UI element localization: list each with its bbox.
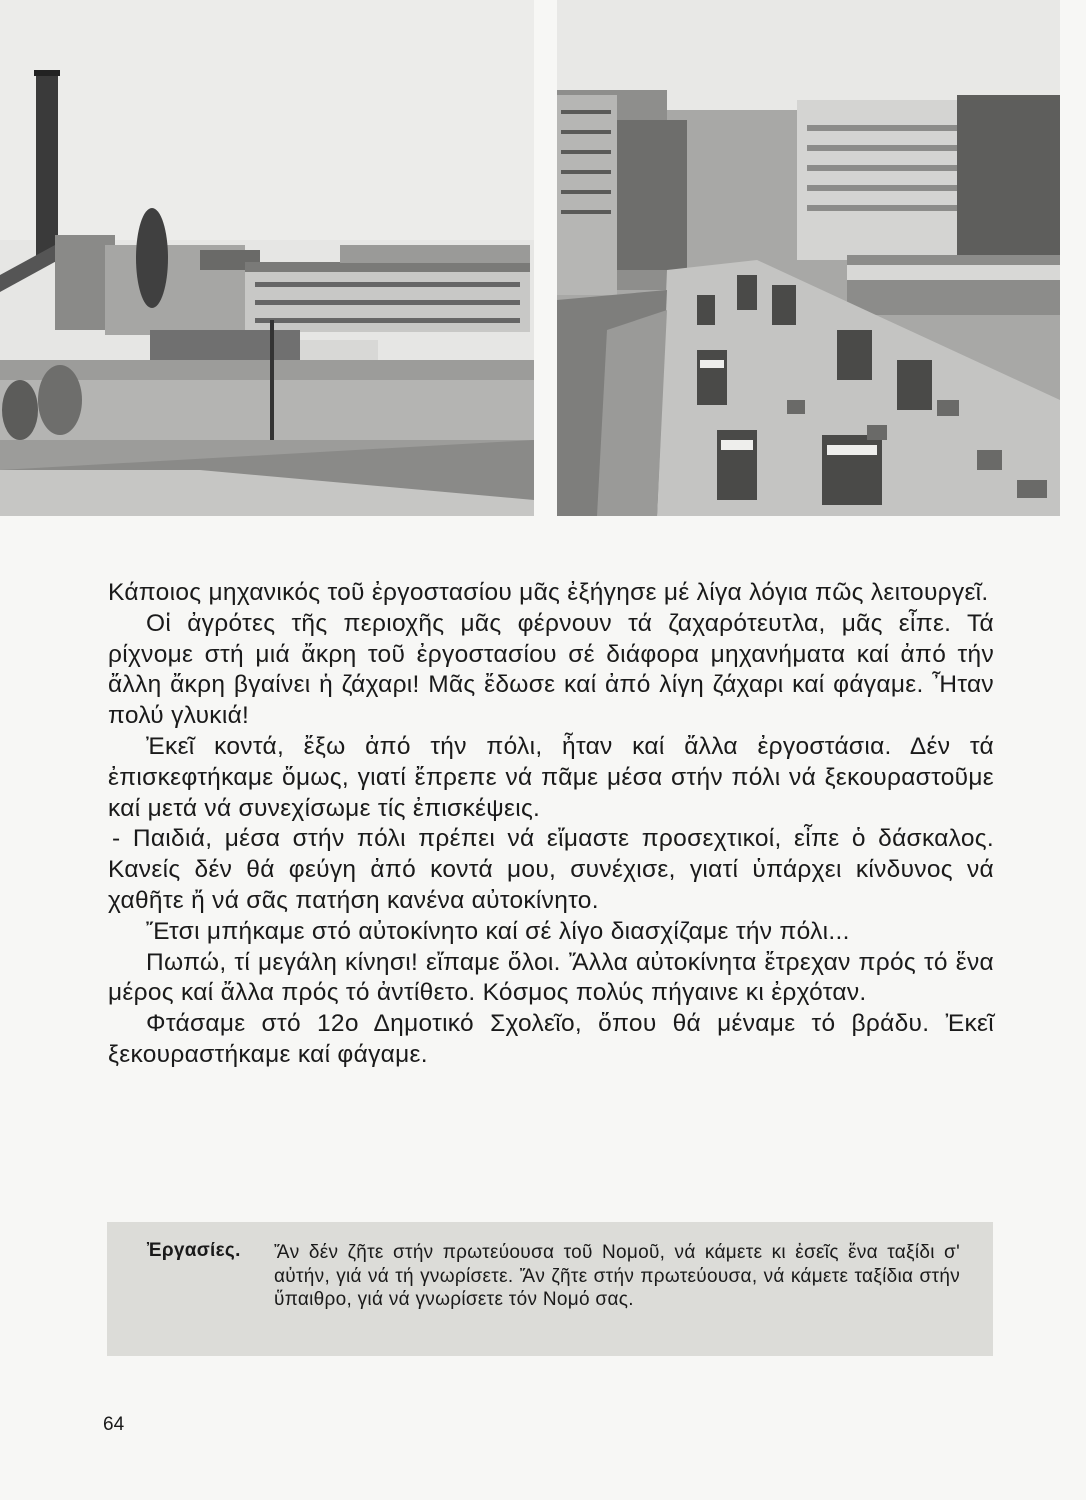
paragraph-5: Ἔτσι μπήκαμε στό αὐτοκίνητο καί σέ λίγο διασχίζαμε τήν πόλι... <box>146 917 850 945</box>
city-traffic-photo <box>557 0 1060 516</box>
paragraph-6: Πωπώ, τί μεγάλη κίνησι! εἴπαμε ὅλοι. Ἄλλα αὐτοκίνητα ἔτρεχαν πρός τό ἕνα μέρος καί ἄλλα πρός τό ἀντίθετο. Κόσμος πολύς πήγαινε κι ἐρχόταν. <box>108 948 994 1007</box>
paragraph-1: Κάποιος μηχανικός τοῦ ἐργοστασίου μᾶς ἐξήγησε μέ λίγα λόγια πῶς λειτουργεῖ. <box>108 579 989 606</box>
paragraph-3: Ἐκεῖ κοντά, ἔξω ἀπό τήν πόλι, ἦταν καί ἄλλα ἐργοστάσια. Δέν τά ἐπισκεφτήκαμε ὅμως, γιατί ἔπρεπε νά πᾶμε μέσα στήν πόλι νά ξεκουραστοῦμε καί μετά νά συνεχίσωμε τίς ἐπισκέψεις. <box>108 732 994 822</box>
paragraph-7: Φτάσαμε στό 12ο Δημοτικό Σχολεῖο, ὅπου θά μέναμε τό βράδυ. Ἐκεῖ ξεκουραστήκαμε καί φάγαμε. <box>108 1010 994 1068</box>
tasks-label: Ἐργασίες. <box>147 1240 241 1261</box>
paragraph-4: - Παιδιά, μέσα στήν πόλι πρέπει νά εἴμαστε προσεχτικοί, εἶπε ὁ δάσκαλος. Κανείς δέν θά φεύγη ἀπό κοντά μου, συνέχισε, γιατί ὑπάρχει κίνδυνος νά χαθῆτε ἤ νά σᾶς πατήση κανένα αὐτοκίνητο. <box>108 825 994 914</box>
paragraph-2: Οἱ ἀγρότες τῆς περιοχῆς μᾶς φέρνουν τά ζαχαρότευτλα, μᾶς εἶπε. Τά ρίχνομε στή μιά ἄκρη τοῦ ἐργοστασίου σέ διάφορα μηχανήματα καί ἀπό τήν ἄλλη ἄκρη βγαίνει ἡ ζάχαρι! Μᾶς ἔδωσε καί ἀπό λίγη ζάχαρι καί φάγαμε. Ἦταν πολύ γλυκιά! <box>108 609 994 730</box>
tasks-box <box>107 1222 993 1356</box>
body-text <box>108 578 994 1071</box>
tasks-text: Ἄν δέν ζῆτε στήν πρωτεύουσα τοῦ Νομοῦ, νά κάμετε κι ἐσεῖς ἕνα ταξίδι σ' αὐτήν, γιά νά τή γνωρίσετε. Ἄν ζῆτε στήν πρωτεύουσα, νά κάμετε ταξίδια στήν ὕπαιθρο, γιά νά γνωρίσετε τόν Νομό σας. <box>274 1242 960 1310</box>
page-number: 64 <box>103 1414 125 1435</box>
sugar-factory-photo <box>0 0 534 516</box>
